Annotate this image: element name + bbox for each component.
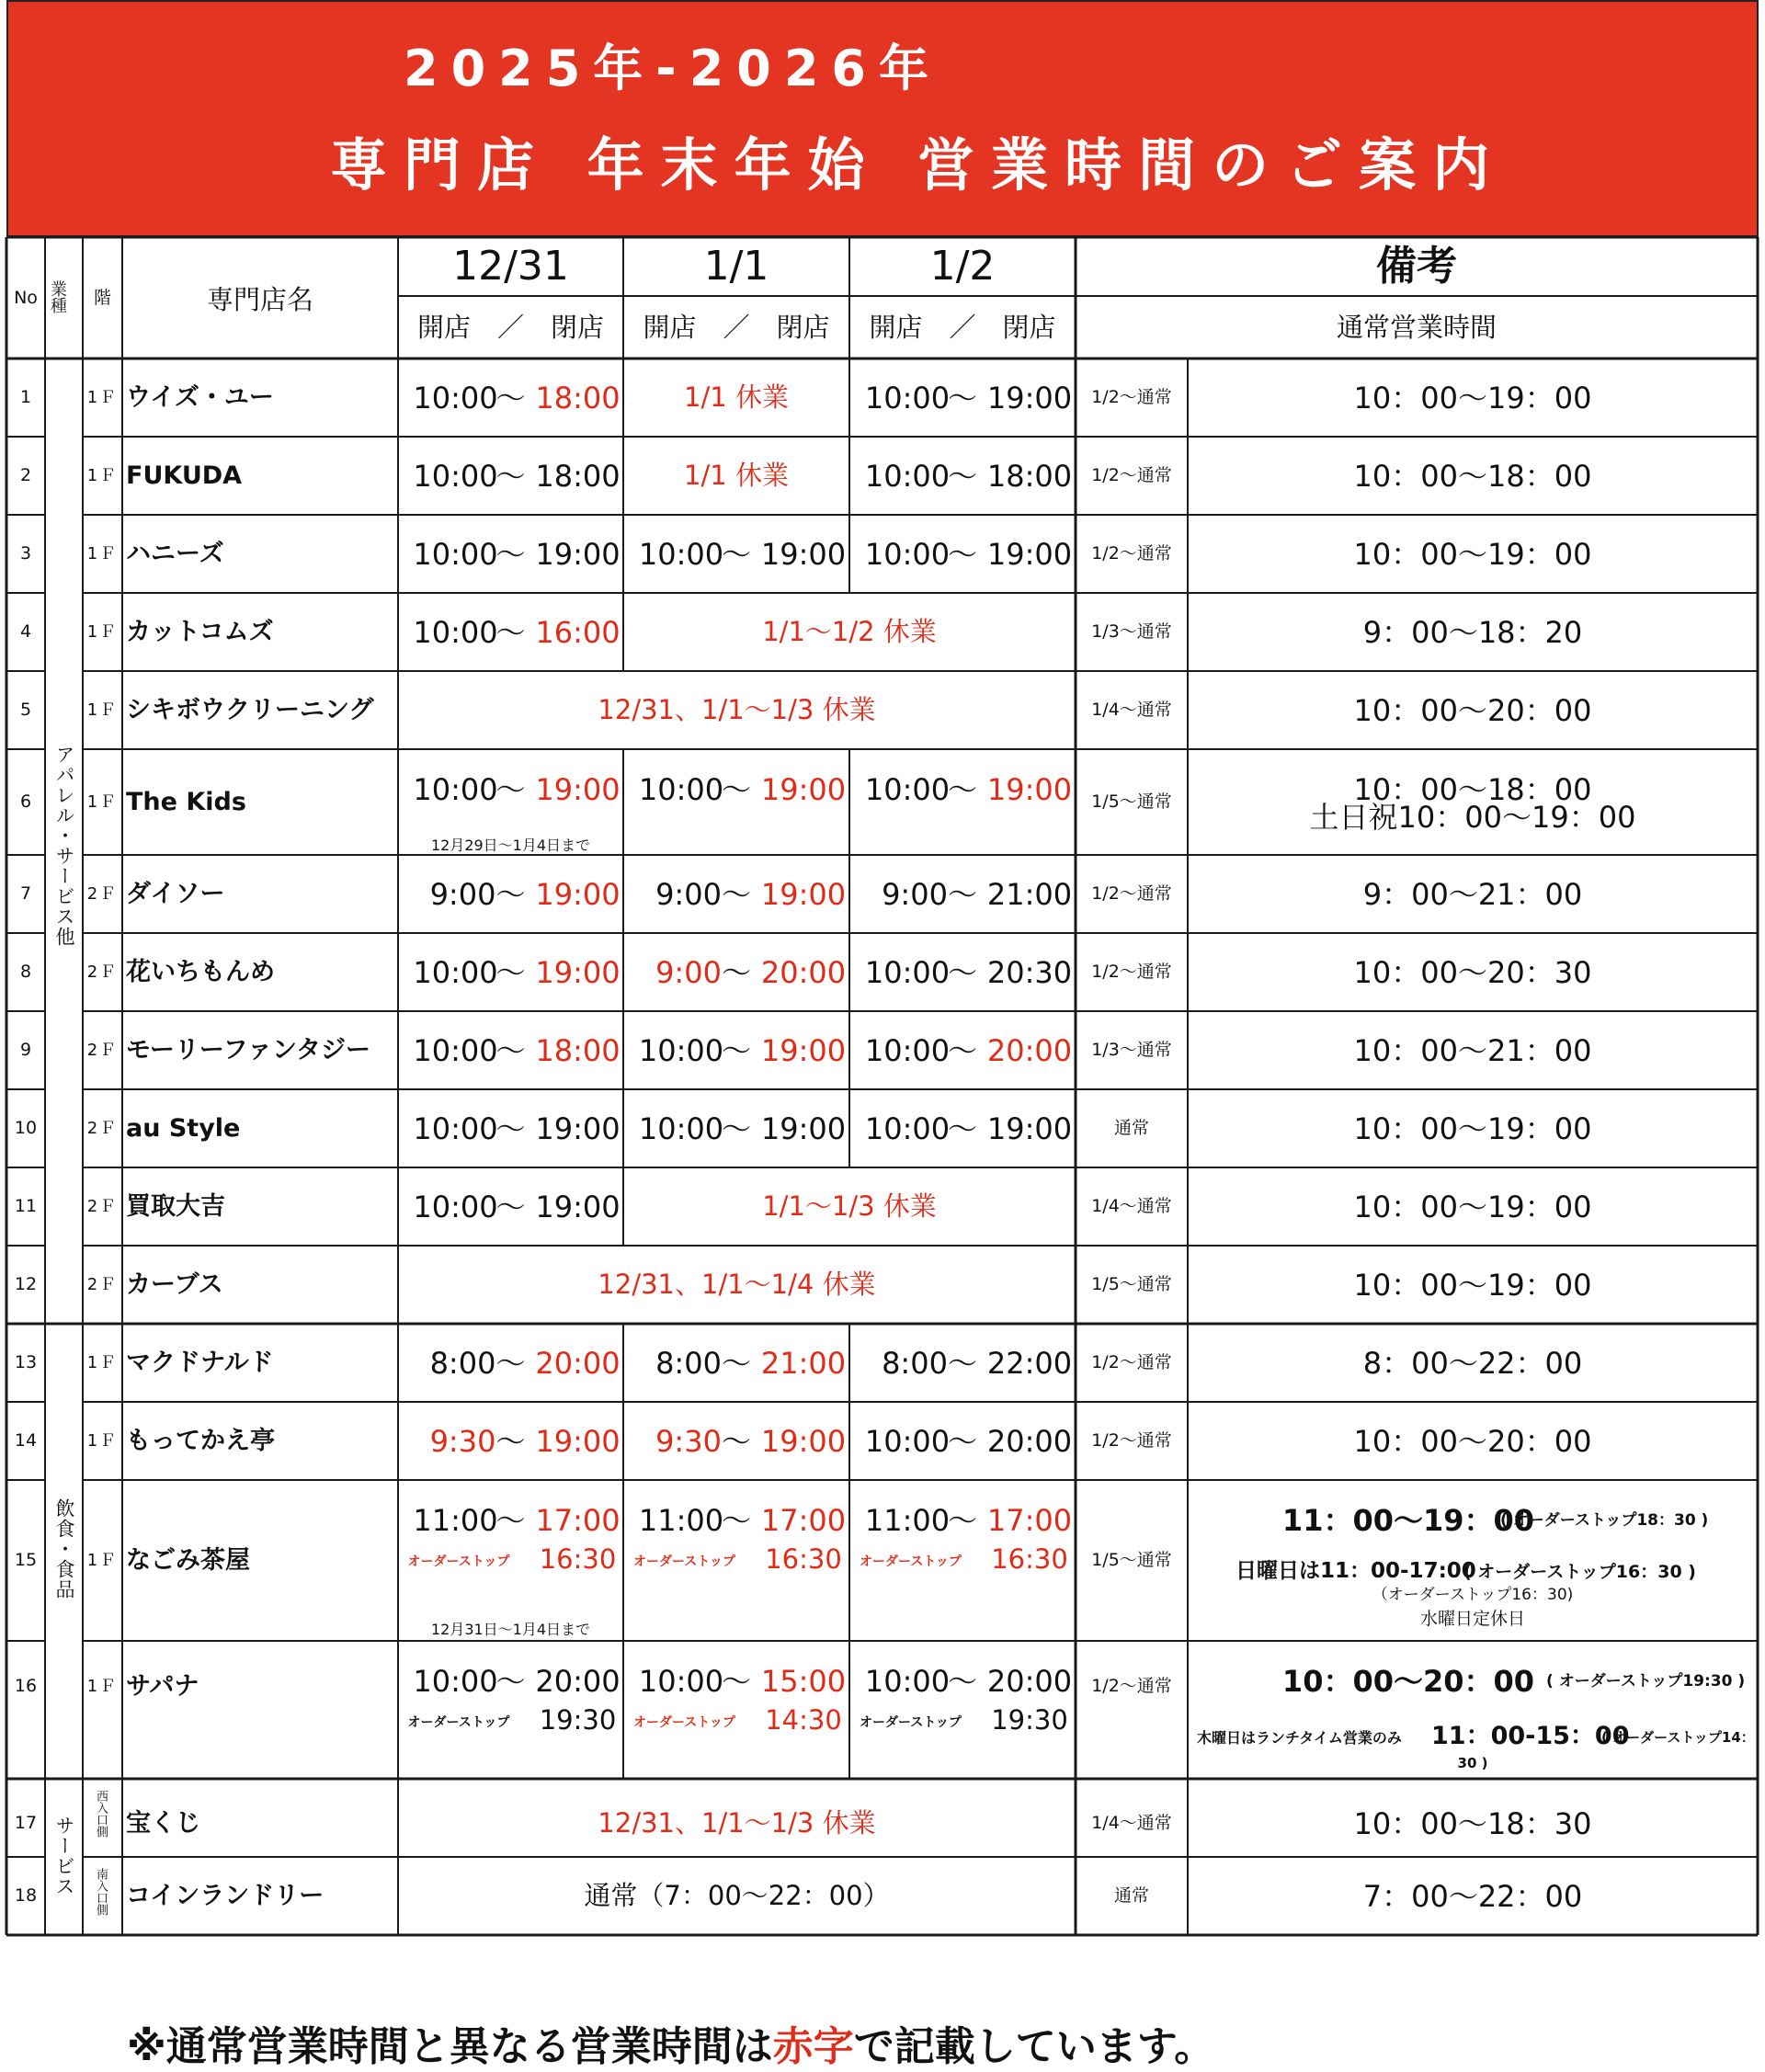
table-row-15-d1-os-label: オーダーストップ xyxy=(407,1554,510,1569)
table-row-2-d1-tilde: 〜 xyxy=(495,458,526,494)
table-row-2-d1-open: 10:00 xyxy=(413,458,498,494)
table-row-15-d1-os-time: 16:30 xyxy=(539,1543,617,1575)
table-row-7-d1-open: 9:00 xyxy=(429,876,496,912)
table-row-13-d2-open: 8:00 xyxy=(655,1345,722,1381)
table-row-2-d3-tilde: 〜 xyxy=(947,458,978,494)
table-row-16-d2-open: 10:00 xyxy=(638,1664,724,1699)
table-row-18-name: コインランドリー xyxy=(126,1881,325,1910)
table-row-2-d1-close: 18:00 xyxy=(535,458,621,494)
table-row-2-note: 1/2～通常 xyxy=(1091,464,1172,485)
table-row-6-d2-open: 10:00 xyxy=(638,772,724,807)
col-name: 専門店名 xyxy=(206,284,314,315)
table-row-13-d2-tilde: 〜 xyxy=(721,1345,752,1381)
table-row-3-d3-close: 19:00 xyxy=(986,536,1073,572)
table-row-10-d1-close: 19:00 xyxy=(535,1110,621,1146)
table-row-15-name: なごみ茶屋 xyxy=(126,1545,250,1575)
table-row-6-hours-weekend: 土日祝10：00～19：00 xyxy=(1309,800,1636,835)
table-row-7-d3-tilde: 〜 xyxy=(947,876,978,912)
table-row-1-d3-close: 19:00 xyxy=(986,380,1073,416)
table-row-5-note: 1/4～通常 xyxy=(1091,699,1172,720)
table-row-6-d2-close: 19:00 xyxy=(760,772,847,807)
col-floor: 階 xyxy=(93,288,112,308)
table-row-16-name: サパナ xyxy=(126,1672,199,1701)
table-row-16-d2-close: 15:00 xyxy=(760,1664,847,1699)
table-row-16-note: 1/2～通常 xyxy=(1091,1676,1172,1696)
table-row-10-d3-close: 19:00 xyxy=(986,1110,1073,1146)
table-row-10-d3-tilde: 〜 xyxy=(947,1110,978,1146)
table-row-9-d2-open: 10:00 xyxy=(638,1032,724,1068)
table-row-13-hours: 8：00～22：00 xyxy=(1362,1345,1583,1381)
table-row-15-hours-sunday-os2: （オーダーストップ16：30) xyxy=(1372,1586,1574,1604)
table-row-2-no: 2 xyxy=(19,464,32,485)
table-row-15-d2-open: 11:00 xyxy=(638,1503,724,1538)
table-row-9-name: モーリーファンタジー xyxy=(126,1035,370,1064)
table-row-17-no: 17 xyxy=(14,1812,38,1833)
table-row-16-hours: 10：00～20：00 xyxy=(1281,1664,1535,1699)
table-row-14-d1-open: 9:30 xyxy=(429,1423,496,1459)
table-row-17-hours: 10：00～18：30 xyxy=(1353,1805,1592,1841)
table-row-2-d2-closed: 1/1 休業 xyxy=(684,459,789,491)
table-row-3-d2-close: 19:00 xyxy=(760,536,847,572)
col-regular: 通常営業時間 xyxy=(1336,312,1497,343)
table-row-3-d2-tilde: 〜 xyxy=(721,536,752,572)
table-row-7-d1-close: 19:00 xyxy=(535,876,621,912)
table-row-16-d3-close: 20:00 xyxy=(986,1664,1073,1699)
table-row-13-note: 1/2～通常 xyxy=(1091,1351,1172,1372)
table-row-9-d1-open: 10:00 xyxy=(413,1032,498,1068)
table-row-9-d2-tilde: 〜 xyxy=(721,1032,752,1068)
table-row-14-floor: 1Ｆ xyxy=(86,1430,119,1451)
table-row-15-d1-close: 17:00 xyxy=(535,1503,621,1538)
table-row-15-d3-close: 17:00 xyxy=(986,1503,1073,1538)
table-row-15-no: 15 xyxy=(14,1549,38,1570)
table-row-6-name: The Kids xyxy=(126,787,246,816)
table-row-13-name: マクドナルド xyxy=(126,1348,274,1377)
table-row-6-d2-tilde: 〜 xyxy=(721,772,752,807)
table-row-1-d1-open: 10:00 xyxy=(413,380,498,416)
table-row-16-d1-os-time: 19:30 xyxy=(539,1704,617,1736)
table-row-8-floor: 2Ｆ xyxy=(86,962,119,982)
table-row-1-hours: 10：00～19：00 xyxy=(1353,380,1592,416)
table-row-9-d3-open: 10:00 xyxy=(864,1032,951,1068)
table-row-16-d1-os-label: オーダーストップ xyxy=(407,1715,510,1730)
table-row-15-note: 1/5～通常 xyxy=(1091,1549,1172,1570)
table-row-6-d1-open: 10:00 xyxy=(413,772,498,807)
table-row-15-hours-sunday-os: ( オーダーストップ16：30 ) xyxy=(1463,1562,1696,1582)
category-food: 飲食・食品 xyxy=(53,1498,75,1600)
table-row-3-hours: 10：00～19：00 xyxy=(1353,536,1592,572)
table-row-14-d2-open: 9:30 xyxy=(655,1423,722,1459)
footer-note xyxy=(127,2013,1214,2072)
table-row-10-d1-tilde: 〜 xyxy=(495,1110,526,1146)
col-open-close-d2: 開店 ／ 閉店 xyxy=(643,312,830,343)
table-row-4-name: カットコムズ xyxy=(126,617,274,646)
table-row-11-note: 1/4～通常 xyxy=(1091,1195,1172,1216)
table-row-7-d1-tilde: 〜 xyxy=(495,876,526,912)
table-row-7-floor: 2Ｆ xyxy=(86,883,119,904)
table-row-2-hours: 10：00～18：00 xyxy=(1353,458,1592,494)
table-row-10-floor: 2Ｆ xyxy=(86,1118,119,1138)
table-row-6-d3-tilde: 〜 xyxy=(947,772,978,807)
table-row-11-floor: 2Ｆ xyxy=(86,1196,119,1216)
table-row-6-d1-note: 12月29日～1月4日まで xyxy=(430,837,591,854)
table-row-5-hours: 10：00～20：00 xyxy=(1353,692,1592,728)
footer-suffix: で記載しています。 xyxy=(853,2023,1215,2070)
table-row-16-d2-os-label: オーダーストップ xyxy=(633,1715,735,1730)
table-row-9-d1-close: 18:00 xyxy=(535,1032,621,1068)
table-row-15-d3-os-label: オーダーストップ xyxy=(860,1554,962,1569)
table-row-5-floor: 1Ｆ xyxy=(86,700,119,720)
table-row-16-d3-os-label: オーダーストップ xyxy=(860,1715,962,1730)
table-row-14-note: 1/2～通常 xyxy=(1091,1429,1172,1451)
page-title: 専門店 年末年始 営業時間のご案内 xyxy=(330,131,1507,199)
table-row-14-d2-tilde: 〜 xyxy=(721,1423,752,1459)
table-row-12-name: カーブス xyxy=(126,1269,223,1299)
table-row-7-no: 7 xyxy=(19,882,32,904)
table-row-1-d1-tilde: 〜 xyxy=(495,380,526,416)
table-row-1-d1-close: 18:00 xyxy=(535,380,621,416)
table-row-15-hours-closed-day: 水曜日定休日 xyxy=(1419,1609,1526,1629)
table-row-14-no: 14 xyxy=(14,1429,38,1451)
table-row-9-note: 1/3～通常 xyxy=(1091,1039,1172,1060)
table-row-11-d1-tilde: 〜 xyxy=(495,1189,526,1224)
table-row-16-d2-os-time: 14:30 xyxy=(765,1704,842,1736)
table-row-10-d2-tilde: 〜 xyxy=(721,1110,752,1146)
table-row-13-no: 13 xyxy=(14,1351,38,1372)
table-row-16-d3-open: 10:00 xyxy=(864,1664,951,1699)
table-row-10-d2-open: 10:00 xyxy=(638,1110,724,1146)
table-row-7-d2-close: 19:00 xyxy=(760,876,847,912)
table-row-17-floor: 西入口側 xyxy=(94,1790,108,1838)
col-remarks: 備考 xyxy=(1376,243,1457,290)
category-service: サービス xyxy=(53,1816,75,1896)
table-row-12-closed: 12/31、1/1～1/4 休業 xyxy=(598,1268,876,1300)
table-row-6-d3-close: 19:00 xyxy=(986,772,1073,807)
col-date-d2: 1/1 xyxy=(703,243,769,290)
table-row-6-floor: 1Ｆ xyxy=(86,791,119,812)
table-row-2-d3-close: 18:00 xyxy=(986,458,1073,494)
table-row-10-d3-open: 10:00 xyxy=(864,1110,951,1146)
table-row-11-d1-close: 19:00 xyxy=(535,1189,621,1224)
col-open-close-d3: 開店 ／ 閉店 xyxy=(869,312,1056,343)
table-row-4-hours: 9：00～18：20 xyxy=(1362,614,1583,650)
table-row-17-name: 宝くじ xyxy=(126,1808,200,1838)
table-row-8-d1-close: 19:00 xyxy=(535,954,621,990)
footer-prefix: ※通常営業時間と異なる営業時間は xyxy=(127,2023,773,2070)
table-row-9-d2-close: 19:00 xyxy=(760,1032,847,1068)
table-row-11-d1-open: 10:00 xyxy=(413,1189,498,1224)
table-row-16-hours-lunch: 11：00-15：00 xyxy=(1431,1722,1630,1750)
table-row-16-d3-os-time: 19:30 xyxy=(991,1704,1068,1736)
table-row-12-floor: 2Ｆ xyxy=(86,1274,119,1294)
table-row-3-d3-tilde: 〜 xyxy=(947,536,978,572)
table-row-17-closed: 12/31、1/1～1/3 休業 xyxy=(598,1806,876,1839)
table-row-15-hours-sunday: 日曜日は11：00-17:00 xyxy=(1236,1559,1476,1583)
table-row-16-d1-tilde: 〜 xyxy=(495,1664,526,1699)
table-row-9-floor: 2Ｆ xyxy=(86,1040,119,1060)
table-row-13-d1-close: 20:00 xyxy=(535,1345,621,1381)
table-row-16-hours-lunch-os-end: 30 ) xyxy=(1457,1755,1488,1771)
table-row-8-name: 花いちもんめ xyxy=(126,957,275,986)
table-row-14-d1-close: 19:00 xyxy=(535,1423,621,1459)
table-row-11-d23-closed: 1/1～1/3 休業 xyxy=(762,1190,937,1222)
col-category: 業種 xyxy=(48,280,67,313)
table-row-14-d3-tilde: 〜 xyxy=(947,1423,978,1459)
table-row-6-d1-close: 19:00 xyxy=(535,772,621,807)
table-row-1-floor: 1Ｆ xyxy=(86,387,119,407)
table-row-7-hours: 9：00～21：00 xyxy=(1362,876,1583,912)
table-row-15-d1-tilde: 〜 xyxy=(495,1503,526,1538)
table-row-8-d2-open: 9:00 xyxy=(655,954,722,990)
table-row-8-d2-close: 20:00 xyxy=(760,954,847,990)
table-row-8-d3-tilde: 〜 xyxy=(947,954,978,990)
table-row-14-d1-tilde: 〜 xyxy=(495,1423,526,1459)
table-row-15-d2-os-label: オーダーストップ xyxy=(633,1554,735,1569)
table-row-8-note: 1/2～通常 xyxy=(1091,961,1172,982)
table-row-1-no: 1 xyxy=(19,386,32,407)
table-row-3-note: 1/2～通常 xyxy=(1091,542,1172,564)
table-row-9-d3-close: 20:00 xyxy=(986,1032,1073,1068)
table-row-14-name: もってかえ亭 xyxy=(126,1426,275,1455)
table-row-13-d3-close: 22:00 xyxy=(986,1345,1073,1381)
table-row-9-d1-tilde: 〜 xyxy=(495,1032,526,1068)
table-row-8-d1-open: 10:00 xyxy=(413,954,498,990)
table-row-13-d3-tilde: 〜 xyxy=(947,1345,978,1381)
table-row-10-d2-close: 19:00 xyxy=(760,1110,847,1146)
category-apparel: アパレル・サービス他 xyxy=(53,745,75,947)
table-row-8-d1-tilde: 〜 xyxy=(495,954,526,990)
col-no: No xyxy=(14,288,38,308)
table-row-8-d3-close: 20:30 xyxy=(986,954,1073,990)
table-row-1-d3-tilde: 〜 xyxy=(947,380,978,416)
table-row-15-d2-os-time: 16:30 xyxy=(765,1543,842,1575)
table-row-3-d1-open: 10:00 xyxy=(413,536,498,572)
col-open-close-d1: 開店 ／ 閉店 xyxy=(416,312,605,343)
table-row-4-floor: 1Ｆ xyxy=(86,621,119,642)
table-row-14-d3-open: 10:00 xyxy=(864,1423,951,1459)
table-row-3-d1-close: 19:00 xyxy=(535,536,621,572)
table-row-12-no: 12 xyxy=(14,1273,38,1294)
table-row-11-no: 11 xyxy=(14,1195,38,1216)
table-row-16-d1-open: 10:00 xyxy=(413,1664,498,1699)
table-row-6-note: 1/5～通常 xyxy=(1091,791,1172,812)
table-row-17-note: 1/4～通常 xyxy=(1091,1812,1172,1833)
table-row-7-d3-open: 9:00 xyxy=(882,876,948,912)
table-row-8-no: 8 xyxy=(19,961,32,982)
table-row-3-name: ハニーズ xyxy=(126,539,224,568)
col-date-d3: 1/2 xyxy=(929,243,996,290)
table-row-16-hours-lunch-os: ( オーダーストップ14： xyxy=(1601,1729,1755,1746)
table-row-4-d23-closed: 1/1～1/2 休業 xyxy=(762,615,937,647)
table-row-4-d1-open: 10:00 xyxy=(413,614,498,650)
table-row-1-d3-open: 10:00 xyxy=(864,380,951,416)
table-row-6-no: 6 xyxy=(19,791,32,812)
table-row-12-note: 1/5～通常 xyxy=(1091,1273,1172,1294)
table-row-5-closed: 12/31、1/1～1/3 休業 xyxy=(598,693,876,725)
table-row-10-no: 10 xyxy=(14,1117,38,1138)
table-row-4-d1-tilde: 〜 xyxy=(495,614,526,650)
table-row-8-hours: 10：00～20：30 xyxy=(1353,954,1592,990)
col-date-d1: 12/31 xyxy=(452,243,569,290)
table-row-7-d2-tilde: 〜 xyxy=(721,876,752,912)
table-row-2-floor: 1Ｆ xyxy=(86,465,119,485)
table-row-16-hours-os: ( オーダーストップ19:30 ) xyxy=(1546,1672,1746,1691)
table-row-14-d2-close: 19:00 xyxy=(760,1423,847,1459)
table-row-3-d2-open: 10:00 xyxy=(638,536,724,572)
table-row-11-hours: 10：00～19：00 xyxy=(1353,1189,1592,1224)
table-row-3-floor: 1Ｆ xyxy=(86,543,119,564)
table-row-13-d1-open: 8:00 xyxy=(429,1345,496,1381)
table-row-9-no: 9 xyxy=(19,1039,32,1060)
table-row-16-d2-tilde: 〜 xyxy=(721,1664,752,1699)
table-row-15-d2-tilde: 〜 xyxy=(721,1503,752,1538)
table-row-4-d1-close: 16:00 xyxy=(535,614,621,650)
table-row-4-no: 4 xyxy=(19,620,32,642)
table-row-18-note: 通常 xyxy=(1113,1884,1150,1906)
table-row-10-name: au Style xyxy=(126,1113,241,1143)
table-row-13-floor: 1Ｆ xyxy=(86,1352,119,1372)
table-row-7-d2-open: 9:00 xyxy=(655,876,722,912)
table-row-18-no: 18 xyxy=(14,1884,38,1906)
table-row-4-note: 1/3～通常 xyxy=(1091,620,1172,642)
table-row-6-d3-open: 10:00 xyxy=(864,772,951,807)
table-row-11-name: 買取大吉 xyxy=(126,1191,225,1221)
table-row-18-floor: 南入口側 xyxy=(94,1868,108,1916)
table-row-1-note: 1/2～通常 xyxy=(1091,386,1172,407)
table-row-3-d3-open: 10:00 xyxy=(864,536,951,572)
title-year: 2025年-2026年 xyxy=(404,40,941,97)
table-row-2-name: FUKUDA xyxy=(126,461,243,490)
table-row-3-no: 3 xyxy=(19,542,32,564)
table-row-7-name: ダイソー xyxy=(126,879,225,908)
table-row-15-hours-os: ( オーダーストップ18：30 ) xyxy=(1500,1511,1709,1530)
table-row-16-hours-note: 木曜日はランチタイム営業のみ xyxy=(1197,1729,1402,1747)
table-row-18-closed: 通常（7：00～22：00） xyxy=(584,1879,890,1911)
table-row-15-floor: 1Ｆ xyxy=(86,1550,119,1570)
table-row-8-d2-tilde: 〜 xyxy=(721,954,752,990)
table-row-9-d3-tilde: 〜 xyxy=(947,1032,978,1068)
table-row-15-d2-close: 17:00 xyxy=(760,1503,847,1538)
table-row-14-hours: 10：00～20：00 xyxy=(1353,1423,1592,1459)
table-row-16-floor: 1Ｆ xyxy=(86,1677,119,1696)
table-row-1-d2-closed: 1/1 休業 xyxy=(684,381,789,413)
table-row-16-no: 16 xyxy=(14,1676,38,1696)
table-row-1-name: ウイズ・ユー xyxy=(126,382,274,412)
table-row-7-d3-close: 21:00 xyxy=(986,876,1073,912)
table-row-5-name: シキボウクリーニング xyxy=(126,695,374,724)
table-row-13-d1-tilde: 〜 xyxy=(495,1345,526,1381)
table-row-18-hours: 7：00～22：00 xyxy=(1362,1878,1583,1914)
table-row-3-d1-tilde: 〜 xyxy=(495,536,526,572)
table-row-10-d1-open: 10:00 xyxy=(413,1110,498,1146)
table-row-10-hours: 10：00～19：00 xyxy=(1353,1110,1592,1146)
table-row-14-d3-close: 20:00 xyxy=(986,1423,1073,1459)
table-row-15-d3-open: 11:00 xyxy=(864,1503,951,1538)
table-row-9-hours: 10：00～21：00 xyxy=(1353,1032,1592,1068)
table-row-6-hours: 10：00～18：00 xyxy=(1353,772,1592,807)
table-row-15-d3-os-time: 16:30 xyxy=(991,1543,1068,1575)
table-row-16-d1-close: 20:00 xyxy=(535,1664,621,1699)
table-row-6-d1-tilde: 〜 xyxy=(495,772,526,807)
table-row-15-d1-open: 11:00 xyxy=(413,1503,498,1538)
table-row-16-d3-tilde: 〜 xyxy=(947,1664,978,1699)
table-row-13-d2-close: 21:00 xyxy=(760,1345,847,1381)
footer-red: 赤字 xyxy=(772,2023,854,2070)
table-row-12-hours: 10：00～19：00 xyxy=(1353,1267,1592,1303)
table-row-15-d3-tilde: 〜 xyxy=(947,1503,978,1538)
table-row-15-hours: 11：00～19：00 xyxy=(1281,1503,1535,1538)
table-row-10-note: 通常 xyxy=(1113,1117,1150,1138)
table-row-15-d1-note: 12月31日～1月4日まで xyxy=(430,1621,591,1638)
table-row-5-no: 5 xyxy=(19,699,32,720)
table-row-7-note: 1/2～通常 xyxy=(1091,882,1172,904)
table-row-2-d3-open: 10:00 xyxy=(864,458,951,494)
table-row-8-d3-open: 10:00 xyxy=(864,954,951,990)
table-row-13-d3-open: 8:00 xyxy=(882,1345,948,1381)
